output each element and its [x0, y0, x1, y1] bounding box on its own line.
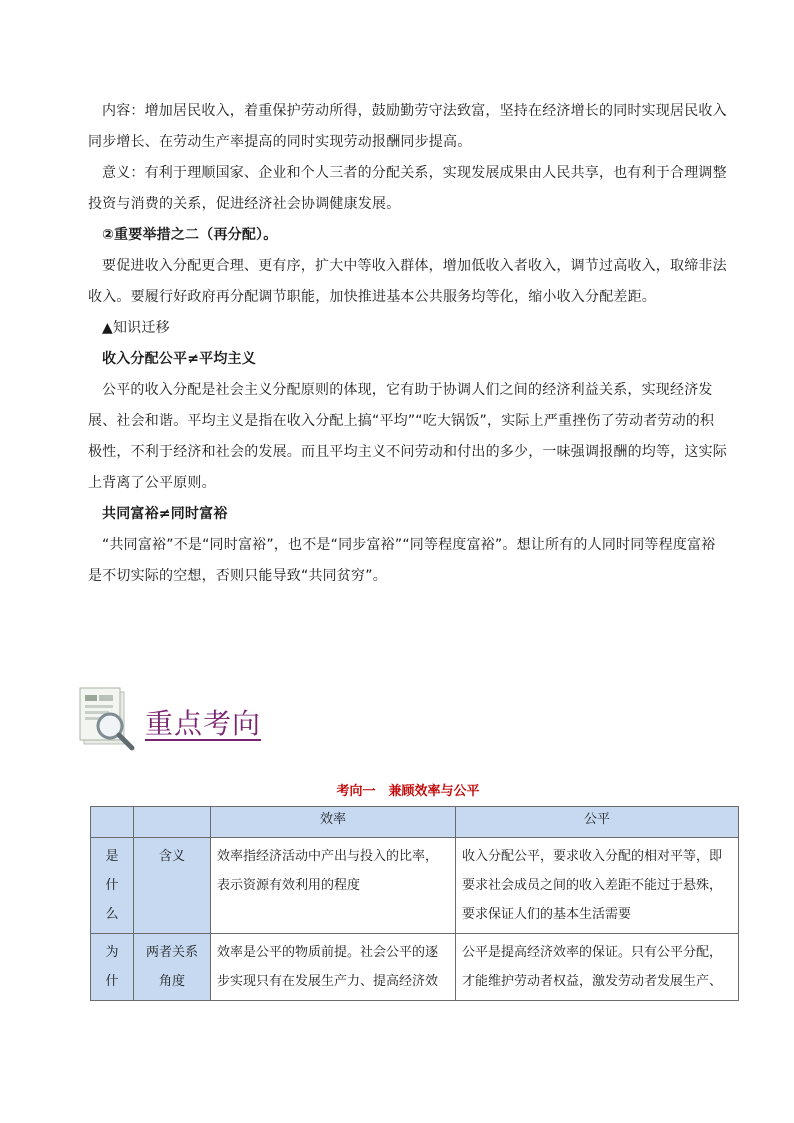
paragraph-common-prosperity: “共同富裕”不是“同时富裕”，也不是“同步富裕”“同等程度富裕”。想让所有的人同时同等程度富裕是不切实际的空想，否则只能导致“共同贫穷”。	[88, 537, 716, 584]
cell-efficiency-meaning: 效率指经济活动中产出与投入的比率，表示资源有效利用的程度	[211, 838, 456, 934]
section-banner	[78, 680, 298, 760]
paragraph-fairness: 公平的收入分配是社会主义分配原则的体现，它有助于协调人们之间的经济利益关系，实现经济发展、社会和谐。平均主义是指在收入分配上搞“平均”“吃大锅饭”，实际上严重挫伤了劳动者劳动的积极性，不利于经济和社会的发展。而且平均主义不问劳动和付出的多少，一味强调报酬的均等，这实际上背离了公平原则。	[88, 382, 727, 491]
body-text	[88, 96, 728, 592]
header-fairness: 公平	[456, 807, 739, 838]
comparison-table	[90, 806, 739, 1001]
cell-efficiency-relationship: 效率是公平的物质前提。社会公平的逐步实现只有在发展生产力、提高经济效	[211, 934, 456, 1001]
cell-fairness-meaning: 收入分配公平，要求收入分配的相对平等，即要求社会成员之间的收入差距不能过于悬殊，要求保证人们的基本生活需要	[456, 838, 739, 934]
group-char: 什	[105, 974, 119, 989]
paragraph-redistribution: 要促进收入分配更合理、更有序，扩大中等收入群体，增加低收入者收入，调节过高收入，取缔非法收入。要履行好政府再分配调节职能，加快推进基本公共服务均等化，缩小收入分配差距。	[88, 258, 727, 305]
row-group-what	[91, 838, 134, 934]
table-row	[91, 934, 739, 1001]
heading-fairness-not-egalitarianism: 收入分配公平≠平均主义	[102, 351, 256, 367]
heading-knowledge-transfer: ▲知识迁移	[102, 320, 170, 336]
group-char: 什	[105, 878, 119, 893]
group-char: 么	[105, 907, 119, 922]
heading-redistribution: ②重要举措之二（再分配）。	[102, 227, 278, 243]
group-char: 为	[105, 945, 119, 960]
table-caption: 考向一 兼顾效率与公平	[336, 784, 480, 799]
header-efficiency: 效率	[211, 807, 456, 838]
table-header-row	[91, 807, 739, 838]
header-blank-1	[91, 807, 134, 838]
paragraph-significance: 意义：有利于理顺国家、企业和个人三者的分配关系，实现发展成果由人民共享，也有利于合理调整投资与消费的关系，促进经济社会协调健康发展。	[88, 165, 727, 212]
magnifier-document-icon	[78, 684, 138, 754]
row-label-meaning: 含义	[134, 838, 211, 934]
paragraph-content: 内容：增加居民收入，着重保护劳动所得，鼓励勤劳守法致富，坚持在经济增长的同时实现居民收入同步增长、在劳动生产率提高的同时实现劳动报酬同步提高。	[88, 103, 727, 150]
group-char: 是	[105, 849, 119, 864]
heading-common-prosperity: 共同富裕≠同时富裕	[102, 506, 228, 522]
table-row	[91, 838, 739, 934]
row-group-why	[91, 934, 134, 1001]
row-label-relationship: 两者关系角度	[134, 934, 211, 1001]
banner-title: 重点考向	[145, 707, 262, 740]
header-blank-2	[134, 807, 211, 838]
cell-fairness-relationship: 公平是提高经济效率的保证。只有公平分配，才能维护劳动者权益，激发劳动者发展生产、	[456, 934, 739, 1001]
